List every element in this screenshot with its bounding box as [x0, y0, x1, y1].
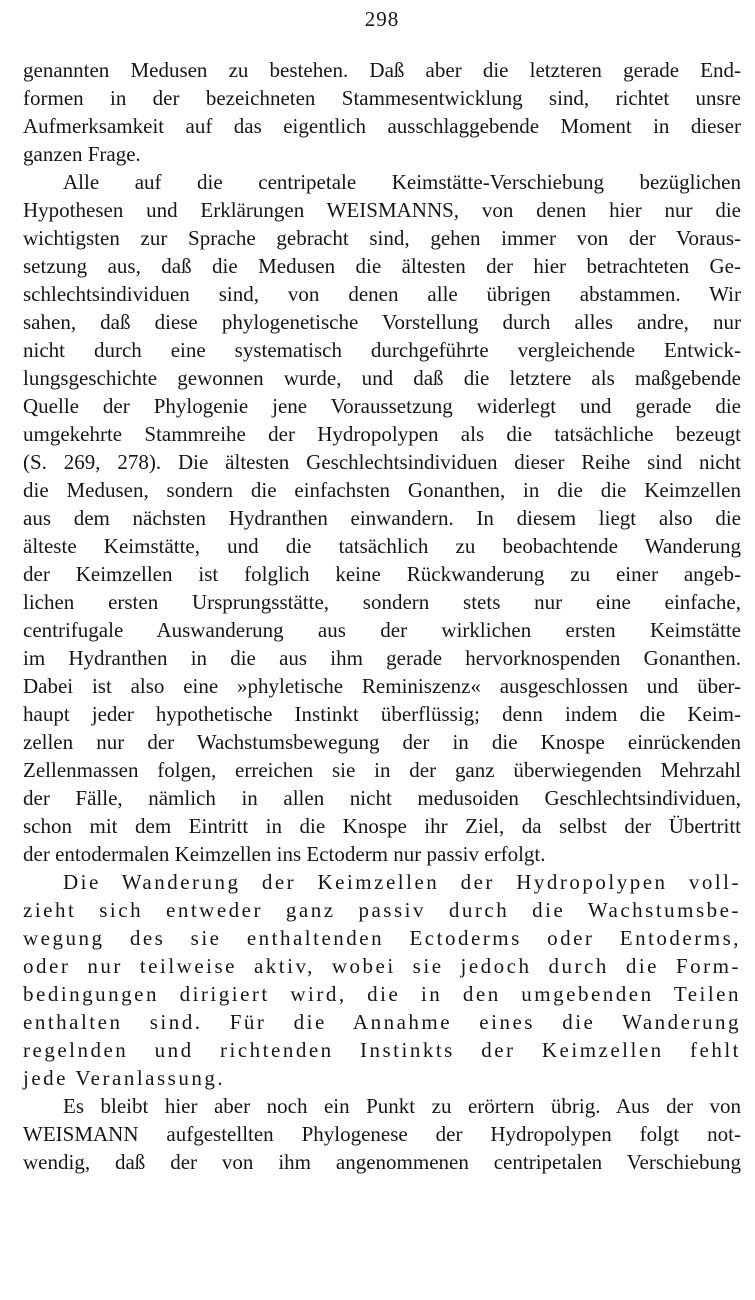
text-line: Alle auf die centripetale Keimstätte-Verschiebung bezüglichen — [63, 170, 741, 194]
paragraph-3-emphasized — [23, 868, 741, 1092]
text-line: umgekehrte Stammreihe der Hydropolypen als die tatsächliche bezeugt — [23, 422, 741, 446]
text-line: setzung aus, daß die Medusen die ältesten der hier betrachteten Ge- — [23, 254, 741, 278]
text-line: ganzen Frage. — [23, 142, 141, 166]
text-line: im Hydranthen in die aus ihm gerade hervorknospenden Gonanthen. — [23, 646, 741, 670]
text-line: der Keimzellen ist folglich keine Rückwanderung zu einer angeb- — [23, 562, 741, 586]
text-line: enthalten sind. Für die Annahme eines die Wanderung — [23, 1010, 741, 1034]
text-line: wegung des sie enthaltenden Ectoderms oder Entoderms, — [23, 926, 741, 950]
text-line: älteste Keimstätte, und die tatsächlich zu beobachtende Wanderung — [23, 534, 741, 558]
text-line: Quelle der Phylogenie jene Voraussetzung widerlegt und gerade die — [23, 394, 741, 418]
text-line: zellen nur der Wachstumsbewegung der in die Knospe einrückenden — [23, 730, 741, 754]
paragraph-4 — [23, 1092, 741, 1176]
text-line: Hypothesen und Erklärungen WEISMANNS, von denen hier nur die — [23, 198, 741, 222]
text-line: der Fälle, nämlich in allen nicht medusoiden Geschlechtsindividuen, — [23, 786, 741, 810]
text-line: (S. 269, 278). Die ältesten Geschlechtsindividuen dieser Reihe sind nicht — [23, 450, 741, 474]
text-line: Die Wanderung der Keimzellen der Hydropolypen voll- — [63, 870, 741, 894]
text-line: regelnden und richtenden Instinkts der Keimzellen fehlt — [23, 1038, 741, 1062]
paragraph-1 — [23, 56, 741, 168]
text-line: aus dem nächsten Hydranthen einwandern. In diesem liegt also die — [23, 506, 741, 530]
paragraph-2 — [23, 168, 741, 868]
text-line: centrifugale Auswanderung aus der wirklichen ersten Keimstätte — [23, 618, 741, 642]
text-line: zieht sich entweder ganz passiv durch die Wachstumsbe- — [23, 898, 741, 922]
text-line: bedingungen dirigiert wird, die in den umgebenden Teilen — [23, 982, 741, 1006]
text-line: genannten Medusen zu bestehen. Daß aber die letzteren gerade End- — [23, 58, 741, 82]
page-number: 298 — [364, 7, 400, 31]
text-line: formen in der bezeichneten Stammesentwicklung sind, richtet unsre — [23, 86, 741, 110]
text-line: Zellenmassen folgen, erreichen sie in der ganz überwiegenden Mehrzahl — [23, 758, 741, 782]
text-line: lungsgeschichte gewonnen wurde, und daß die letztere als maßgebende — [23, 366, 741, 390]
text-line: nicht durch eine systematisch durchgeführte vergleichende Entwick- — [23, 338, 741, 362]
text-line: schlechtsindividuen sind, von denen alle übrigen abstammen. Wir — [23, 282, 741, 306]
text-line: lichen ersten Ursprungsstätte, sondern stets nur eine einfache, — [23, 590, 741, 614]
text-line: wichtigsten zur Sprache gebracht sind, gehen immer von der Voraus- — [23, 226, 741, 250]
text-line: Dabei ist also eine »phyletische Reminiszenz« ausgeschlossen und über- — [23, 674, 741, 698]
text-line: die Medusen, sondern die einfachsten Gonanthen, in die die Keimzellen — [23, 478, 741, 502]
text-line: jede Veranlassung. — [23, 1066, 226, 1090]
text-line: WEISMANN aufgestellten Phylogenese der Hydropolypen folgt not- — [23, 1122, 741, 1146]
text-line: wendig, daß der von ihm angenommenen centripetalen Verschiebung — [23, 1150, 741, 1174]
text-line: haupt jeder hypothetische Instinkt überflüssig; denn indem die Keim- — [23, 702, 741, 726]
text-line: Aufmerksamkeit auf das eigentlich ausschlaggebende Moment in dieser — [23, 114, 741, 138]
text-line: schon mit dem Eintritt in die Knospe ihr Ziel, da selbst der Übertritt — [23, 814, 741, 838]
text-line: sahen, daß diese phylogenetische Vorstellung durch alles andre, nur — [23, 310, 741, 334]
text-line: oder nur teilweise aktiv, wobei sie jedoch durch die Form- — [23, 954, 741, 978]
text-line: der entodermalen Keimzellen ins Ectoderm nur passiv erfolgt. — [23, 842, 546, 866]
text-line: Es bleibt hier aber noch ein Punkt zu erörtern übrig. Aus der von — [63, 1094, 741, 1118]
